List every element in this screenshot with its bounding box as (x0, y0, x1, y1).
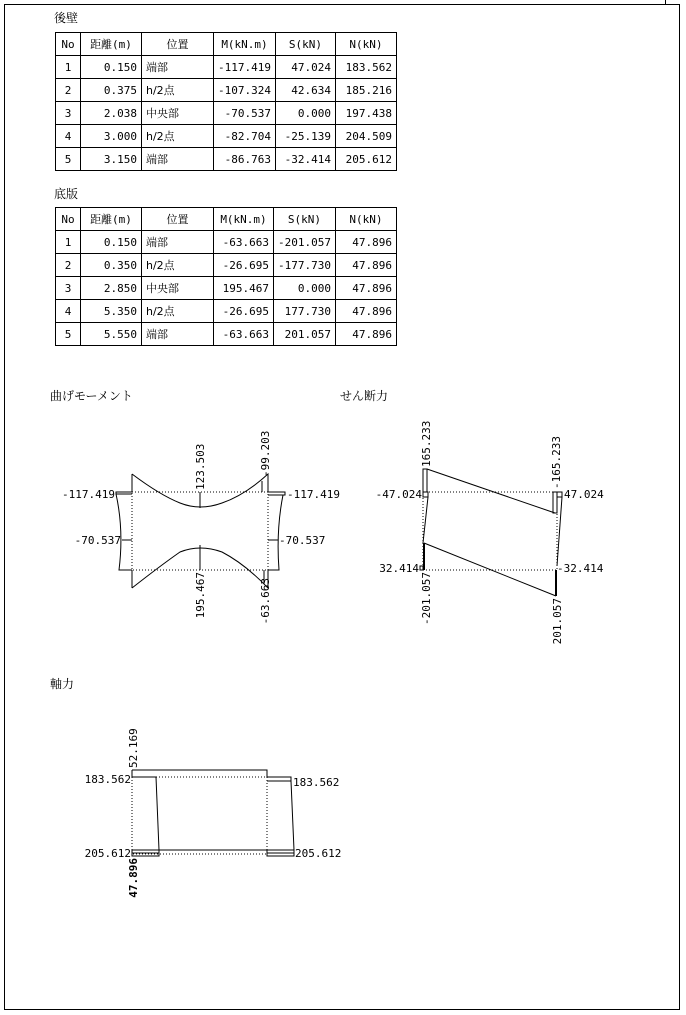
axial-diagram-title: 軸力 (50, 677, 75, 691)
cell-axial: 197.438 (335, 102, 396, 125)
cell-distance: 2.038 (81, 102, 142, 125)
axial-label-left-bottom: 205.612 (84, 847, 131, 860)
cell-position: 中央部 (142, 277, 214, 300)
moment-label-top-right: -99.203 (259, 430, 272, 477)
shear-top-slope (427, 469, 555, 513)
cell-no: 1 (56, 56, 81, 79)
shear-diagram (420, 469, 562, 596)
bottom-slab-title: 底版 (54, 187, 79, 201)
moment-label-right-top: -117.419 (287, 488, 340, 501)
cell-distance: 0.150 (81, 56, 142, 79)
cell-axial: 185.216 (335, 79, 396, 102)
cell-distance: 0.150 (81, 231, 142, 254)
shear-label-bottom-right: 201.057 (551, 598, 564, 645)
shear-labels (376, 421, 604, 645)
moment-diagram (116, 474, 285, 588)
shear-right-top-box (557, 492, 562, 497)
cell-no: 5 (56, 323, 81, 346)
shear-left-wall-slope (423, 497, 428, 543)
axial-label-left-top: 183.562 (84, 773, 131, 786)
cell-axial: 47.896 (335, 300, 396, 323)
shear-right-wall-slope (557, 497, 562, 566)
cell-shear: -32.414 (275, 148, 335, 171)
cell-no: 2 (56, 254, 81, 277)
cell-distance: 5.550 (81, 323, 142, 346)
cell-distance: 3.150 (81, 148, 142, 171)
cell-no: 3 (56, 102, 81, 125)
cell-shear: 0.000 (275, 102, 335, 125)
axial-bottom-right-box (267, 850, 294, 856)
cell-axial: 47.896 (335, 277, 396, 300)
axial-label-top-vertical: 52.169 (127, 728, 140, 768)
cell-distance: 0.350 (81, 254, 142, 277)
shear-bottom-slope (424, 543, 556, 596)
shear-top-left-bar (423, 469, 427, 492)
cell-axial: 183.562 (335, 56, 396, 79)
axial-labels (85, 728, 342, 898)
cell-no: 4 (56, 300, 81, 323)
cell-position: 端部 (142, 56, 214, 79)
column-header-shear: S(kN) (274, 208, 336, 231)
column-header-shear: S(kN) (275, 33, 335, 56)
cell-shear: -25.139 (275, 125, 335, 148)
cell-moment: -107.324 (214, 79, 276, 102)
shear-label-left-top: -47.024 (375, 488, 422, 501)
cell-no: 2 (56, 79, 81, 102)
cell-position: 端部 (142, 323, 214, 346)
cell-axial: 47.896 (335, 323, 396, 346)
column-header-no: No (56, 33, 81, 56)
cell-no: 1 (56, 231, 81, 254)
column-header-axial: N(kN) (335, 33, 396, 56)
cell-axial: 47.896 (335, 231, 396, 254)
cell-distance: 2.850 (81, 277, 142, 300)
cell-moment: -26.695 (214, 300, 274, 323)
cell-shear: 42.634 (275, 79, 335, 102)
shear-top-right-bar (553, 492, 557, 513)
cell-axial: 47.896 (335, 254, 396, 277)
cell-moment: -63.663 (214, 323, 274, 346)
axial-top-slab (132, 770, 267, 777)
shear-label-right-top: 47.024 (564, 488, 604, 501)
shear-left-top-box (423, 492, 428, 497)
cell-no: 5 (56, 148, 81, 171)
cell-position: h/2点 (142, 300, 214, 323)
axial-diagram (132, 770, 294, 856)
cell-distance: 0.375 (81, 79, 142, 102)
moment-diagram-title: 曲げモーメント (50, 389, 133, 403)
shear-left-bottom-box (420, 566, 423, 570)
rear-wall-title: 後壁 (54, 11, 79, 25)
axial-left-wall (132, 777, 159, 850)
column-header-distance: 距離(m) (81, 208, 142, 231)
axial-label-right-top: 183.562 (293, 776, 340, 789)
shear-label-bottom-left: -201.057 (420, 572, 433, 625)
cell-axial: 204.509 (335, 125, 396, 148)
cell-axial: 205.612 (335, 148, 396, 171)
axial-label-right-bottom: 205.612 (295, 847, 342, 860)
cell-shear: -201.057 (274, 231, 336, 254)
moment-right-wall-curve (268, 492, 285, 570)
cell-position: 端部 (142, 148, 214, 171)
column-header-moment: M(kN.m) (214, 208, 274, 231)
cell-moment: -63.663 (214, 231, 274, 254)
cell-position: 中央部 (142, 102, 214, 125)
shear-label-top-right: -165.233 (550, 436, 563, 489)
moment-label-bottom-center: 195.467 (194, 572, 207, 619)
cell-shear: 47.024 (275, 56, 335, 79)
cell-position: h/2点 (142, 79, 214, 102)
shear-label-left-bottom: 32.414 (379, 562, 419, 575)
shear-label-top-left: 165.233 (420, 420, 433, 467)
axial-right-wall (267, 777, 294, 850)
moment-label-right-mid: -70.537 (279, 534, 326, 547)
cell-distance: 3.000 (81, 125, 142, 148)
column-header-position: 位置 (142, 33, 214, 56)
moment-label-left-mid: -70.537 (74, 534, 121, 547)
cell-moment: -86.763 (214, 148, 276, 171)
shear-label-right-bottom: -32.414 (557, 562, 604, 575)
cell-moment: -26.695 (214, 254, 274, 277)
cell-moment: -82.704 (214, 125, 276, 148)
moment-left-wall-curve (116, 492, 132, 570)
column-header-axial: N(kN) (335, 208, 396, 231)
cell-moment: 195.467 (214, 277, 274, 300)
column-header-position: 位置 (142, 208, 214, 231)
moment-labels (62, 431, 340, 625)
cell-position: 端部 (142, 231, 214, 254)
cell-shear: 177.730 (274, 300, 336, 323)
moment-label-bottom-right: -63.663 (259, 578, 272, 625)
cell-no: 3 (56, 277, 81, 300)
cell-moment: -117.419 (214, 56, 276, 79)
column-header-moment: M(kN.m) (214, 33, 276, 56)
moment-label-top-center: 123.503 (194, 443, 207, 490)
moment-label-left-top: -117.419 (62, 488, 115, 501)
cell-shear: 201.057 (274, 323, 336, 346)
axial-frame-outline (132, 777, 267, 854)
cell-shear: -177.730 (274, 254, 336, 277)
shear-diagram-title: せん断力 (340, 389, 389, 403)
cell-shear: 0.000 (274, 277, 336, 300)
cell-moment: -70.537 (214, 102, 276, 125)
column-header-distance: 距離(m) (81, 33, 142, 56)
cell-position: h/2点 (142, 125, 214, 148)
axial-label-bottom-vertical: 47.896 (127, 858, 140, 898)
shear-frame-outline (423, 492, 557, 570)
cell-no: 4 (56, 125, 81, 148)
column-header-no: No (56, 208, 81, 231)
cell-distance: 5.350 (81, 300, 142, 323)
cell-position: h/2点 (142, 254, 214, 277)
